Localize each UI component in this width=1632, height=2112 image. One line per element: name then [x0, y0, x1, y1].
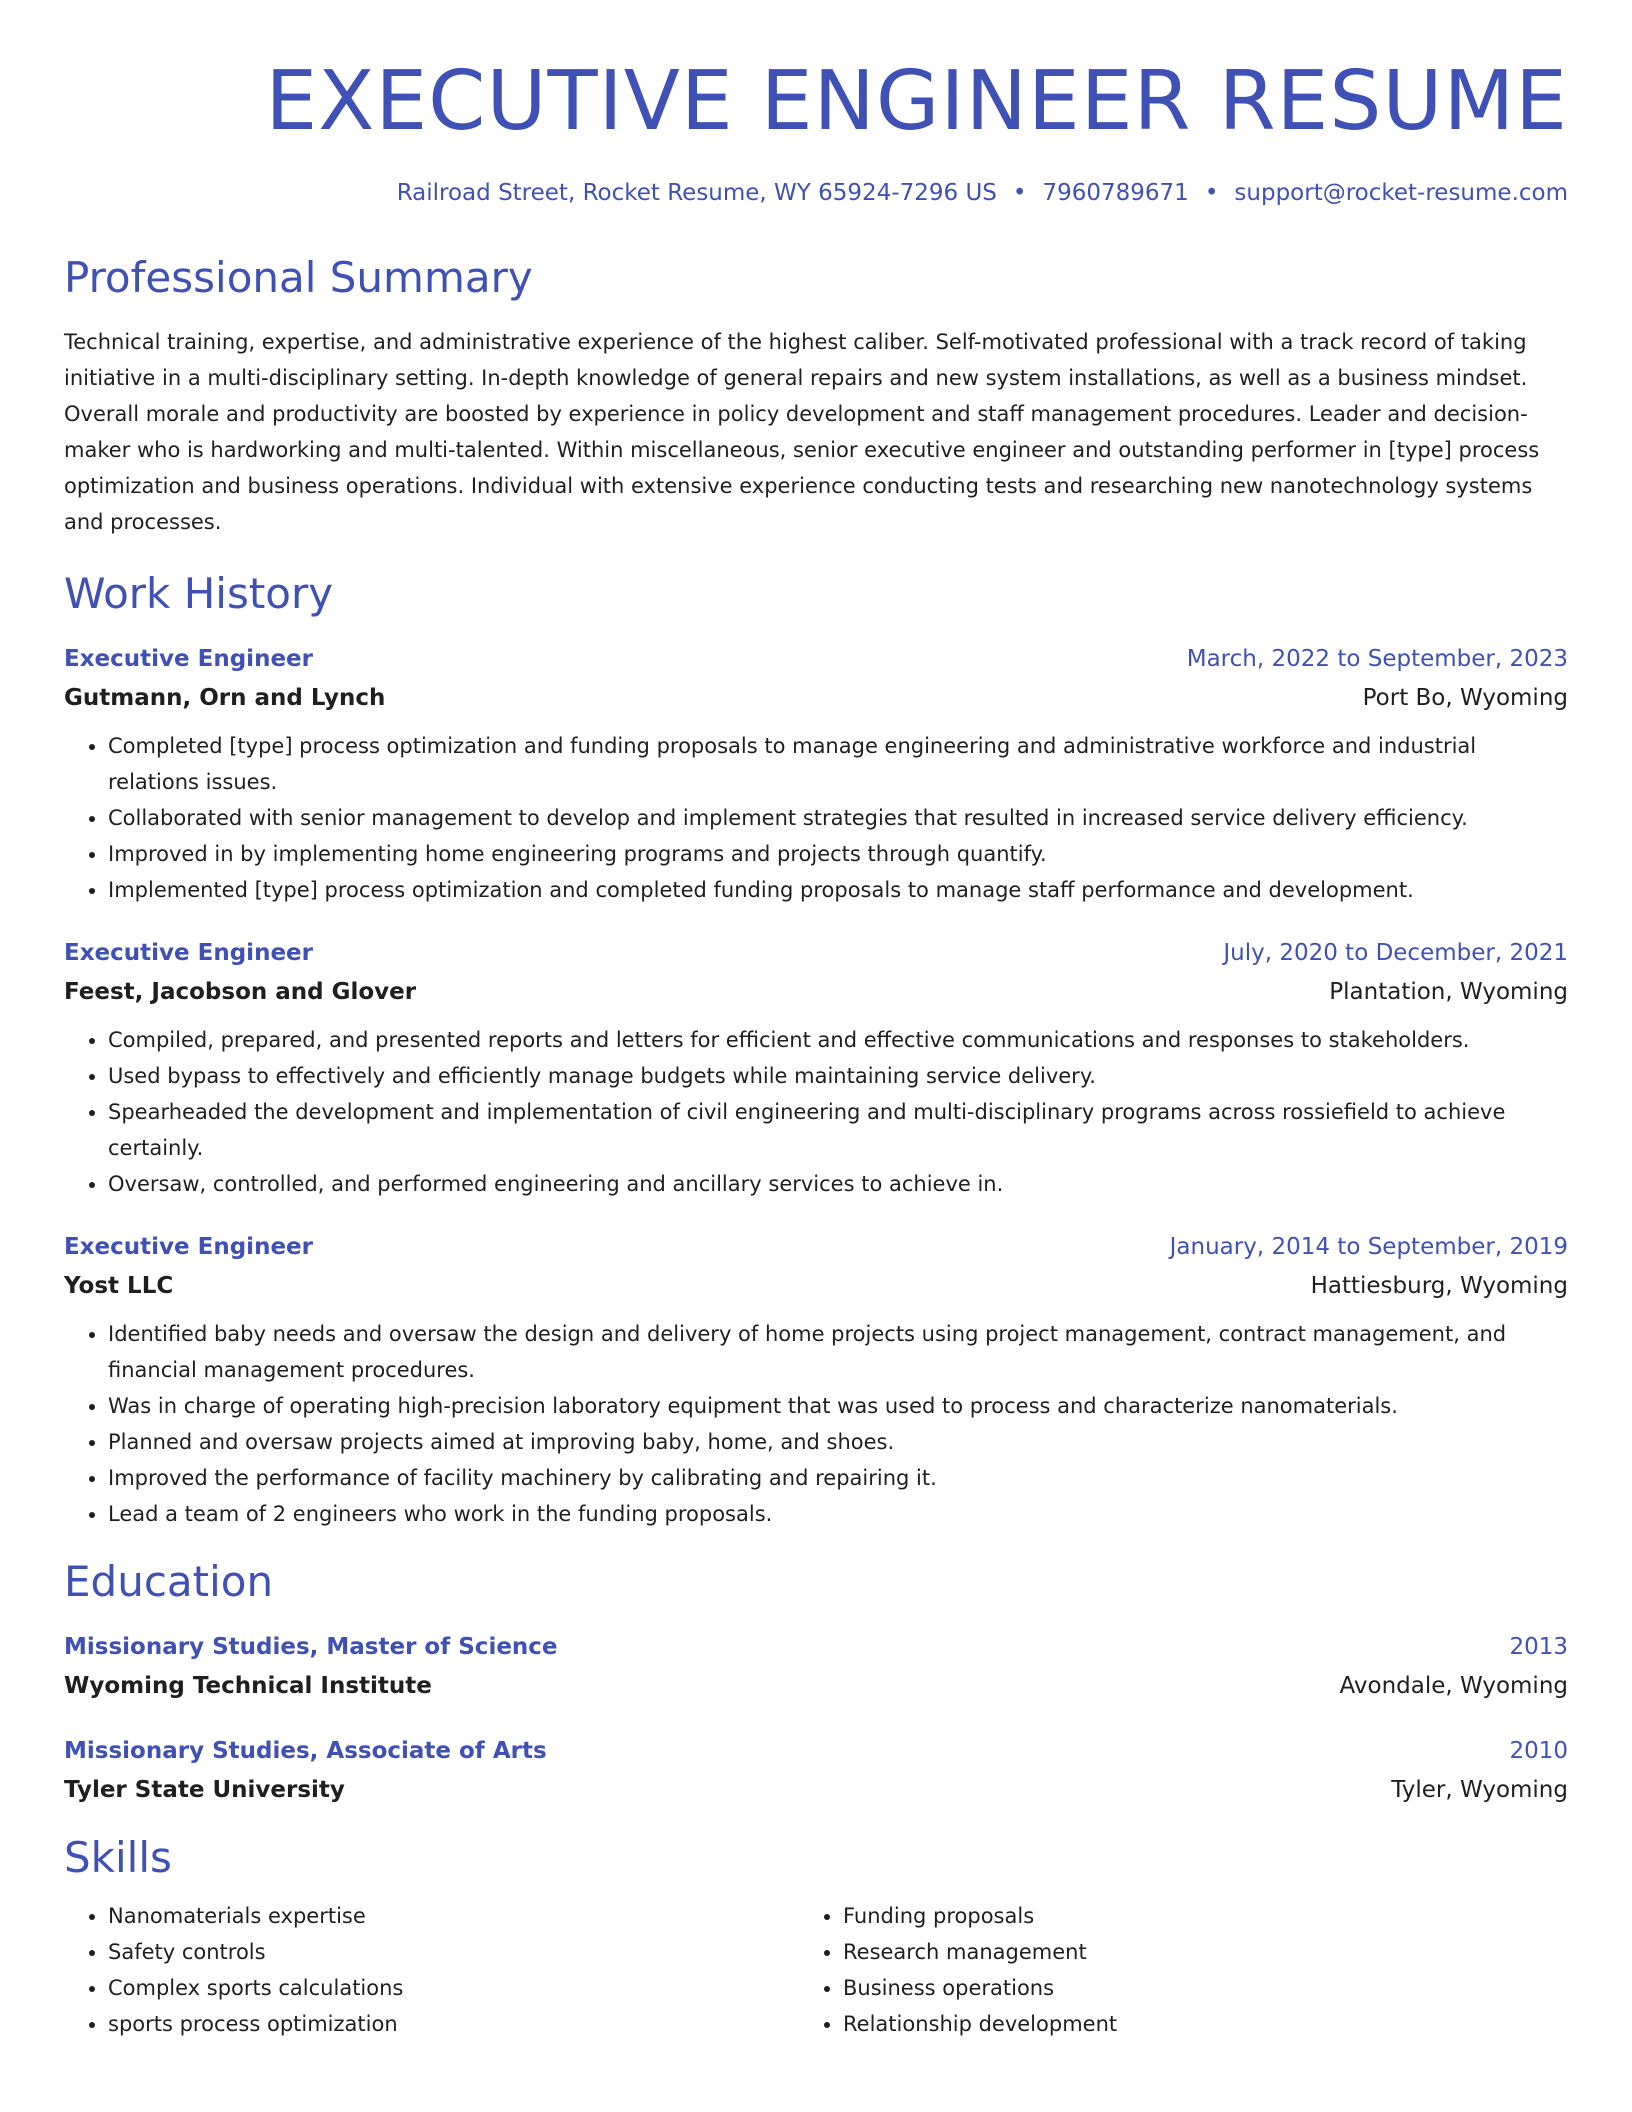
summary-text: Technical training, expertise, and administrative experience of the highest caliber. Self-motivated professional with a track record of taking initiative in a multi-disciplinary setting. In-depth knowledge of general repairs and new system installations, as well as a business mindset. Overall morale and productivity are boosted by experience in policy development and staff management procedures. Leader and decision-maker who is hardworking and multi-talented. Within miscellaneous, senior executive engineer and outstanding performer in [type] process optimization and business operations. Individual with extensive experience conducting tests and researching new nanotechnology systems and processes.	[64, 330, 1540, 534]
job-company: Feest, Jacobson and Glover	[64, 979, 417, 1005]
job-role: Executive Engineer	[64, 1234, 313, 1260]
skills-list-left	[64, 1898, 799, 2042]
list-item: • Completed [type] process optimization and funding proposals to manage engineering and administrative workforce and industrial relations issues.	[108, 728, 1568, 800]
list-item: • Identified baby needs and oversaw the design and delivery of home projects using project management, contract management, and financial management procedures.	[108, 1316, 1568, 1388]
education-school: Wyoming Technical Institute	[64, 1673, 432, 1699]
job-company-row	[64, 972, 1568, 1012]
job-title-row	[64, 934, 1568, 972]
list-item: • Research management	[843, 1934, 1534, 1970]
job-location: Hattiesburg, Wyoming	[1310, 1273, 1568, 1299]
list-item: • Safety controls	[108, 1934, 799, 1970]
job-entry	[64, 640, 1568, 908]
list-item: • Compiled, prepared, and presented reports and letters for efficient and effective communications and responses to stakeholders.	[108, 1022, 1568, 1058]
job-company: Gutmann, Orn and Lynch	[64, 685, 386, 711]
list-item: • Lead a team of 2 engineers who work in the funding proposals.	[108, 1496, 1568, 1532]
job-location: Plantation, Wyoming	[1329, 979, 1568, 1005]
skills-heading: Skills	[64, 1833, 172, 1882]
job-company-row	[64, 1266, 1568, 1306]
job-bullets	[64, 728, 1568, 908]
contact-phone[interactable]: 7960789671	[1042, 180, 1189, 206]
education-school-row	[64, 1666, 1568, 1706]
work-history-heading: Work History	[64, 569, 334, 618]
list-item: • Improved the performance of facility machinery by calibrating and repairing it.	[108, 1460, 1568, 1496]
job-entry	[64, 1228, 1568, 1532]
list-item: • Was in charge of operating high-precision laboratory equipment that was used to process and characterize nanomaterials.	[108, 1388, 1568, 1424]
job-dates: January, 2014 to September, 2019	[1169, 1234, 1568, 1260]
job-entry	[64, 934, 1568, 1202]
list-item: • Funding proposals	[843, 1898, 1534, 1934]
summary-heading: Professional Summary	[64, 253, 533, 302]
education-school: Tyler State University	[64, 1777, 345, 1803]
job-title-row	[64, 640, 1568, 678]
job-dates: July, 2020 to December, 2021	[1223, 940, 1568, 966]
list-item: • Nanomaterials expertise	[108, 1898, 799, 1934]
list-item: • Business operations	[843, 1970, 1534, 2006]
job-title-row	[64, 1228, 1568, 1266]
job-location: Port Bo, Wyoming	[1362, 685, 1568, 711]
education-heading: Education	[64, 1557, 274, 1606]
contact-address: Railroad Street, Rocket Resume, WY 65924-7296 US	[396, 180, 997, 206]
list-item: • sports process optimization	[108, 2006, 799, 2042]
education-school-row	[64, 1770, 1568, 1810]
education-degree: Missionary Studies, Master of Science	[64, 1634, 558, 1660]
contact-separator: •	[1204, 180, 1219, 206]
job-company: Yost LLC	[64, 1273, 174, 1299]
education-year: 2010	[1509, 1738, 1568, 1764]
education-degree-row	[64, 1732, 1568, 1770]
education-location: Avondale, Wyoming	[1339, 1673, 1568, 1699]
list-item: • Complex sports calculations	[108, 1970, 799, 2006]
skills-columns	[64, 1898, 1568, 2042]
resume-header	[64, 52, 1568, 210]
list-item: • Oversaw, controlled, and performed engineering and ancillary services to achieve in.	[108, 1166, 1568, 1202]
education-degree: Missionary Studies, Associate of Arts	[64, 1738, 547, 1764]
job-company-row	[64, 678, 1568, 718]
contact-line	[64, 176, 1568, 210]
list-item: • Planned and oversaw projects aimed at improving baby, home, and shoes.	[108, 1424, 1568, 1460]
job-bullets	[64, 1316, 1568, 1532]
list-item: • Improved in by implementing home engineering programs and projects through quantify.	[108, 836, 1568, 872]
skills-list-right	[799, 1898, 1534, 2042]
contact-separator: •	[1012, 180, 1027, 206]
list-item: • Used bypass to effectively and efficiently manage budgets while maintaining service delivery.	[108, 1058, 1568, 1094]
contact-email[interactable]: support@rocket-resume.com	[1234, 180, 1568, 206]
list-item: • Relationship development	[843, 2006, 1534, 2042]
job-role: Executive Engineer	[64, 646, 313, 672]
job-bullets	[64, 1022, 1568, 1202]
education-entry	[64, 1628, 1568, 1706]
job-dates: March, 2022 to September, 2023	[1186, 646, 1568, 672]
job-role: Executive Engineer	[64, 940, 313, 966]
list-item: • Spearheaded the development and implementation of civil engineering and multi-disciplinary programs across rossiefield to achieve certainly.	[108, 1094, 1568, 1166]
list-item: • Collaborated with senior management to develop and implement strategies that resulted in increased service delivery efficiency.	[108, 800, 1568, 836]
list-item: • Implemented [type] process optimization and completed funding proposals to manage staff performance and development.	[108, 872, 1568, 908]
education-location: Tyler, Wyoming	[1391, 1777, 1568, 1803]
education-year: 2013	[1509, 1634, 1568, 1660]
education-entry	[64, 1732, 1568, 1810]
resume-title: EXECUTIVE ENGINEER RESUME	[265, 54, 1568, 149]
education-degree-row	[64, 1628, 1568, 1666]
